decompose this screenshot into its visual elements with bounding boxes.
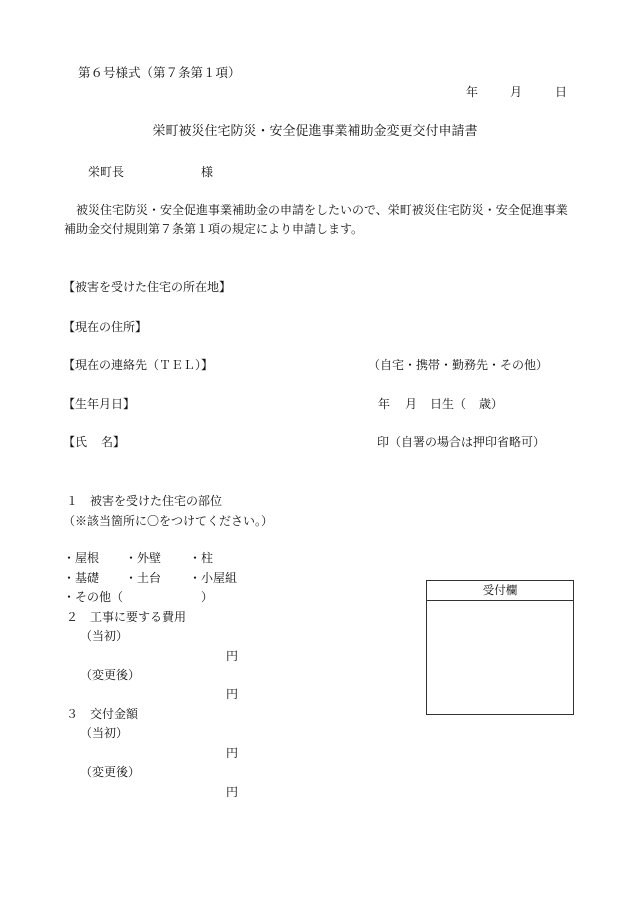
part-sill: ・土台 (125, 571, 162, 585)
date-month-label: 月 (510, 85, 523, 99)
birthdate-label: 【生年月日】 (63, 397, 136, 411)
part-exterior-wall: ・外壁 (125, 551, 162, 565)
seal-note: 印（自署の場合は押印省略可） (377, 435, 546, 449)
current-address-label: 【現在の住所】 (63, 320, 148, 334)
birthdate-year: 年 (378, 397, 391, 411)
section3-initial-unit: 円 (226, 746, 239, 760)
part-other-close: ） (201, 590, 214, 604)
section1-note: （※該当箇所に〇をつけてください。） (63, 514, 274, 528)
receipt-label: 受付欄 (427, 581, 573, 601)
date-day-label: 日 (555, 85, 568, 99)
damaged-house-location-label: 【被害を受けた住宅の所在地】 (63, 280, 232, 294)
section3-heading: ３ 交付金額 (66, 707, 139, 721)
contact-options: （自宅・携帯・勤務先・その他） (368, 358, 549, 372)
section2-changed-unit: 円 (226, 687, 239, 701)
addressee-name: 栄町長 (88, 165, 125, 179)
section3-initial-label: （当初） (80, 726, 129, 740)
part-roof: ・屋根 (63, 551, 100, 565)
birthdate-day: 日生（ (430, 397, 467, 411)
date-year-label: 年 (466, 85, 479, 99)
document-title: 栄町被災住宅防災・安全促進事業補助金変更交付申請書 (152, 124, 478, 139)
part-other: ・その他（ (63, 590, 124, 604)
section2-heading: ２ 工事に要する費用 (66, 610, 187, 624)
application-statement: 被災住宅防災・安全促進事業補助金の申請をしたいので、栄町被災住宅防災・安全促進事業補助金交付規則第７条第１項の規定により申請します。 (64, 203, 568, 236)
birthdate-month: 月 (405, 397, 418, 411)
section2-initial-label: （当初） (80, 629, 129, 643)
part-roof-frame: ・小屋組 (189, 571, 238, 585)
name-label-open: 【氏 (63, 435, 88, 449)
section1-heading: １ 被害を受けた住宅の部位 (66, 494, 223, 508)
section2-initial-unit: 円 (226, 649, 239, 663)
part-pillar: ・柱 (189, 551, 214, 565)
section3-changed-label: （変更後） (80, 765, 141, 779)
section3-changed-unit: 円 (226, 785, 239, 799)
addressee-honorific: 様 (201, 165, 214, 179)
name-label-close: 名】 (101, 435, 126, 449)
part-foundation: ・基礎 (63, 571, 100, 585)
receipt-box (426, 580, 574, 715)
form-number: 第６号様式（第７条第１項） (78, 65, 241, 80)
contact-label: 【現在の連絡先（ＴＥＬ）】 (63, 358, 214, 372)
section2-changed-label: （変更後） (80, 668, 141, 682)
birthdate-age: 歳） (479, 397, 504, 411)
